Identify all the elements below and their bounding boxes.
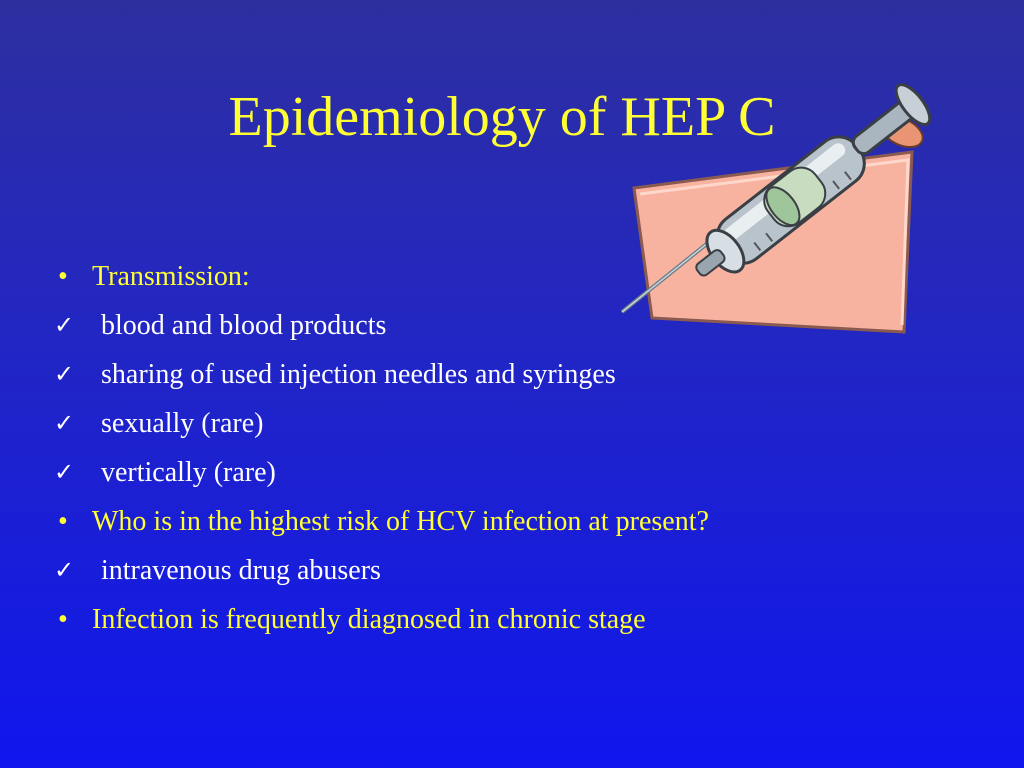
list-item-text: sharing of used injection needles and syringes: [101, 359, 616, 390]
list-item: [52, 399, 992, 448]
list-item-text: intravenous drug abusers: [101, 555, 381, 586]
bullet-icon: •: [58, 261, 68, 292]
bullet-icon: •: [58, 506, 68, 537]
list-item-text: sexually (rare): [101, 408, 264, 439]
slide-title: Epidemiology of HEP C: [228, 86, 776, 148]
checkmark-icon: ✓: [54, 458, 75, 486]
list-item: [52, 497, 992, 546]
list-item-text: Who is in the highest risk of HCV infection at present?: [92, 506, 709, 537]
checkmark-icon: ✓: [54, 556, 75, 584]
list-item: [52, 350, 992, 399]
checkmark-icon: ✓: [54, 409, 75, 437]
syringe-icon: [612, 70, 932, 340]
checkmark-icon: ✓: [54, 360, 75, 388]
checkmark-icon: ✓: [54, 311, 75, 339]
list-item-text: Transmission:: [92, 261, 250, 292]
list-item-text: vertically (rare): [101, 457, 276, 488]
list-item: [52, 448, 992, 497]
list-item-text: Infection is frequently diagnosed in chronic stage: [92, 604, 646, 635]
list-item: [52, 595, 992, 644]
bullet-icon: •: [58, 604, 68, 635]
list-item-text: blood and blood products: [101, 310, 387, 341]
list-item: [52, 546, 992, 595]
